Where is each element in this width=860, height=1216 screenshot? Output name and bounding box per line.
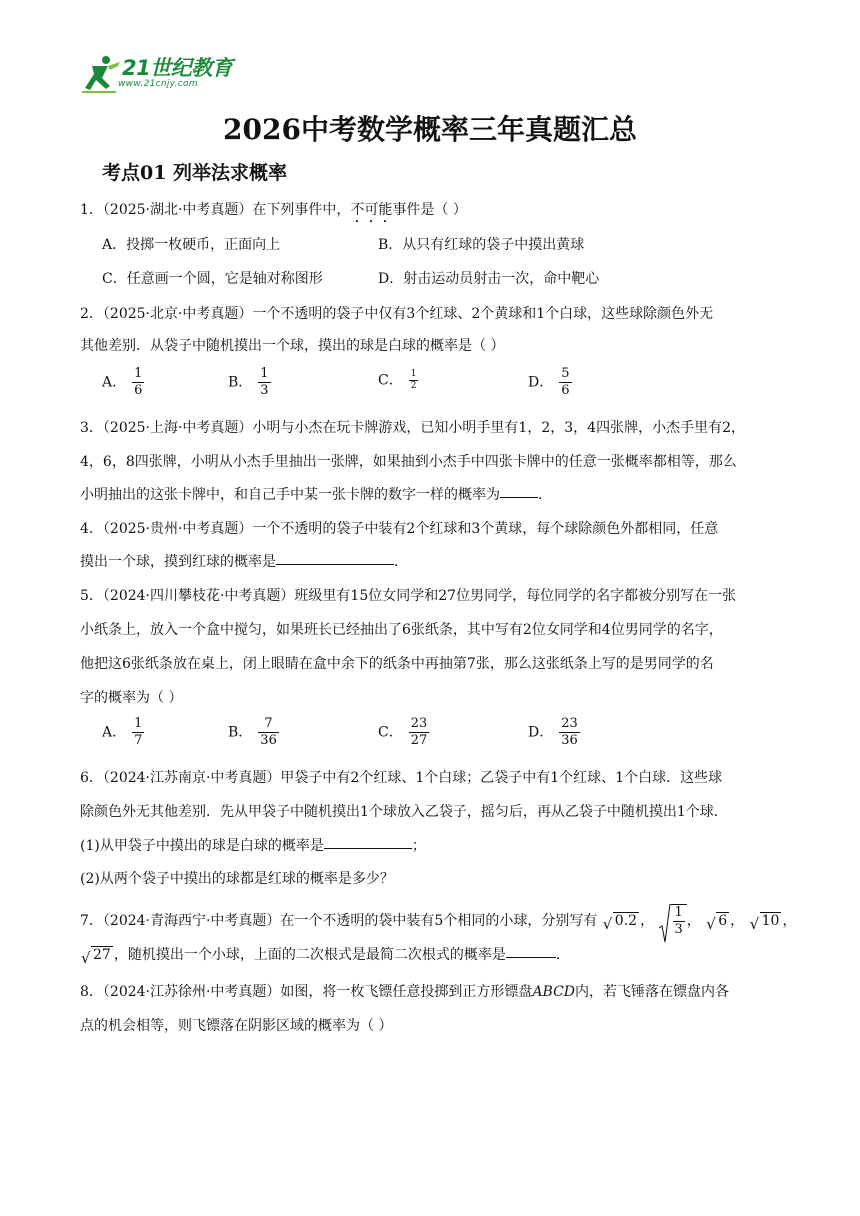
- q5-c-label: C．: [378, 724, 403, 741]
- q7-radical-3: √ 6: [706, 913, 728, 933]
- q3-line-1: 3．（2025·上海·中考真题）小明与小杰在玩卡牌游戏，已知小明手里有1，2，3，4四张牌，小杰手里有2，: [80, 420, 745, 436]
- q4-line-1: 4．（2025·贵州·中考真题）一个不透明的袋子中装有2个红球和3个黄球，每个球除颜色外都相同，任意: [80, 521, 719, 537]
- q7-line-1: [80, 904, 796, 938]
- q8-square-name: ABCD: [532, 984, 576, 1000]
- q6-sub-2: (2)从两个袋子中摸出的球都是红球的概率是多少？: [80, 871, 394, 887]
- q7-radical-fraction: [659, 904, 687, 938]
- q8-line-2: 点的机会相等，则飞镖落在阴影区域的概率为（ ）: [80, 1018, 393, 1034]
- q2-d-denominator: 6: [561, 383, 570, 398]
- q2-b-denominator: 3: [260, 383, 269, 398]
- q6-sub-1: [80, 835, 426, 855]
- section-heading: 考点01 列举法求概率: [102, 162, 288, 184]
- q2-c-denominator: 2: [410, 381, 417, 391]
- q5-d-denominator: 36: [561, 733, 578, 748]
- q5-b-numerator: 7: [258, 716, 279, 733]
- q5-line-2: 小纸条上，放入一个盒中搅匀，如果班长已经抽出了6张纸条，其中写有2位女同学和4位男同学的名字，: [80, 622, 723, 638]
- q2-c-numerator: 1: [410, 369, 417, 379]
- q4-answer-blank: [276, 563, 394, 565]
- q2-c-label: C．: [378, 372, 403, 389]
- q5-c-denominator: 27: [410, 733, 428, 748]
- q5-d-numerator: 23: [561, 716, 578, 731]
- q6-sub-1-end: ；: [411, 838, 426, 854]
- q7-radicand-5: 27: [93, 947, 111, 963]
- q5-line-3: 他把这6张纸条放在桌上，闭上眼睛在盒中余下的纸条中再抽第7张，那么这张纸条上写的是男同学的名: [80, 656, 714, 672]
- q2-a-label: A．: [102, 374, 127, 391]
- q8-line-1-post: 内，若飞锤落在镖盘内各: [575, 984, 730, 1000]
- q7-sep-2: ，: [686, 913, 701, 929]
- page-title: 2026中考数学概率三年真题汇总: [223, 113, 637, 146]
- question-1-stem: [80, 199, 467, 226]
- q7-text: 7．（2024·青海西宁·中考真题）在一个不透明的袋中装有5个相同的小球，分别写有: [80, 913, 598, 929]
- q5-c-numerator: 23: [410, 716, 428, 731]
- q5-a-numerator: 1: [134, 716, 143, 731]
- q7-radicand-4: 10: [761, 913, 780, 929]
- q4-line-2-end: ．: [394, 554, 408, 570]
- q1-stem-post: 事件是（ ）: [392, 202, 467, 218]
- q5-a-denominator: 7: [134, 733, 143, 748]
- q2-d-label: D．: [528, 374, 554, 391]
- q5-line-1: 5．（2024·四川攀枝花·中考真题）班级里有15位女同学和27位男同学，每位同学的名字都被分别写在一张: [80, 588, 737, 604]
- q2-line-1: 2．（2025·北京·中考真题）一个不透明的袋子中仅有3个红球、2个黄球和1个白球，这些球除颜色外无: [80, 306, 714, 322]
- q5-a-label: A．: [102, 724, 127, 741]
- q5-b-label: B．: [228, 724, 253, 741]
- q2-b-numerator: 1: [260, 366, 269, 381]
- q2-line-2: 其他差别．从袋子中随机摸出一个球，摸出的球是白球的概率是（ ）: [80, 338, 505, 354]
- q5-b-denominator: 36: [260, 733, 277, 748]
- q3-line-3-text: 小明抽出的这张卡牌中，和自己手中某一张卡牌的数字一样的概率为: [80, 487, 500, 503]
- q7-radical-1: √ 0.2: [602, 913, 638, 933]
- q1-option-c: C．任意画一个圆，它是轴对称图形: [102, 271, 323, 287]
- q2-d-numerator: 5: [561, 366, 570, 381]
- runner-logo-icon: [80, 52, 124, 96]
- q4-line-2-text: 摸出一个球，摸到红球的概率是: [80, 554, 276, 570]
- q5-line-4: 字的概率为（ ）: [80, 690, 183, 706]
- q1-option-b: B．从只有红球的袋子中摸出黄球: [378, 237, 585, 253]
- q2-b-label: B．: [228, 374, 253, 391]
- q3-line-3-end: ．: [538, 487, 552, 503]
- q6-line-1: 6．（2024·江苏南京·中考真题）甲袋子中有2个红球、1个白球；乙袋子中有1个红球、1个白球．这些球: [80, 770, 723, 786]
- q7-radical-5: √ 27: [81, 947, 111, 967]
- q2-option-a: [102, 366, 144, 399]
- q4-line-2: [80, 551, 408, 571]
- q7-line-2: [80, 944, 570, 967]
- q6-line-2: 除颜色外无其他差别．先从甲袋子中随机摸出1个球放入乙袋子，摇匀后，再从乙袋子中随机摸出1个球．: [80, 804, 728, 820]
- q2-a-denominator: 6: [134, 383, 143, 398]
- q7-sep-4: ，: [782, 913, 797, 929]
- q7-radicand-1: 0.2: [614, 913, 638, 929]
- q5-option-c: [378, 716, 429, 749]
- q7-radicand-3: 6: [718, 913, 728, 929]
- q7-frac-denominator: 3: [674, 922, 683, 937]
- q7-line-2-text: ，随机摸出一个小球，上面的二次根式是最简二次根式的概率是: [113, 947, 506, 963]
- q8-line-1-pre: 8．（2024·江苏徐州·中考真题）如图，将一枚飞镖任意投掷到正方形镖盘: [80, 984, 533, 1000]
- q2-option-d: [528, 366, 572, 399]
- q7-sep-3: ，: [730, 913, 745, 929]
- q7-sep-1: ，: [640, 913, 655, 929]
- q5-option-d: [528, 716, 580, 749]
- q3-line-2: 4，6，8四张牌，小明从小杰手里抽出一张牌，如果抽到小杰手中四张卡牌中的任意一张概率都相等，那么: [80, 454, 737, 470]
- q2-a-numerator: 1: [134, 366, 143, 381]
- logo-url: www.21cnjy.com: [118, 79, 198, 89]
- logo-text: 21世纪教育: [122, 56, 233, 80]
- q3-answer-blank: [500, 496, 538, 498]
- q8-line-1: [80, 981, 729, 1001]
- q5-d-label: D．: [528, 724, 554, 741]
- q6-sub-1-text: (1)从甲袋子中摸出的球是白球的概率是: [80, 838, 324, 854]
- radical-sign-icon: [659, 904, 671, 944]
- q1-option-a: A．投掷一枚硬币，正面向上: [102, 237, 281, 253]
- q5-option-b: [228, 716, 279, 749]
- q5-option-a: [102, 716, 144, 749]
- q1-emphasis: 不可能: [350, 202, 393, 218]
- site-logo: [80, 52, 260, 96]
- q2-option-c: [378, 369, 418, 392]
- q2-option-b: [228, 366, 271, 399]
- q1-stem-pre: 1．（2025·湖北·中考真题）在下列事件中，: [80, 202, 351, 218]
- q7-frac-numerator: 1: [674, 905, 683, 920]
- q6-answer-blank: [324, 847, 412, 849]
- q7-line-2-end: ．: [555, 947, 570, 963]
- q3-line-3: [80, 484, 552, 504]
- q7-radical-4: √ 10: [749, 913, 780, 933]
- q1-option-d: D．射击运动员射击一次，命中靶心: [378, 271, 600, 287]
- q7-answer-blank: [506, 956, 556, 958]
